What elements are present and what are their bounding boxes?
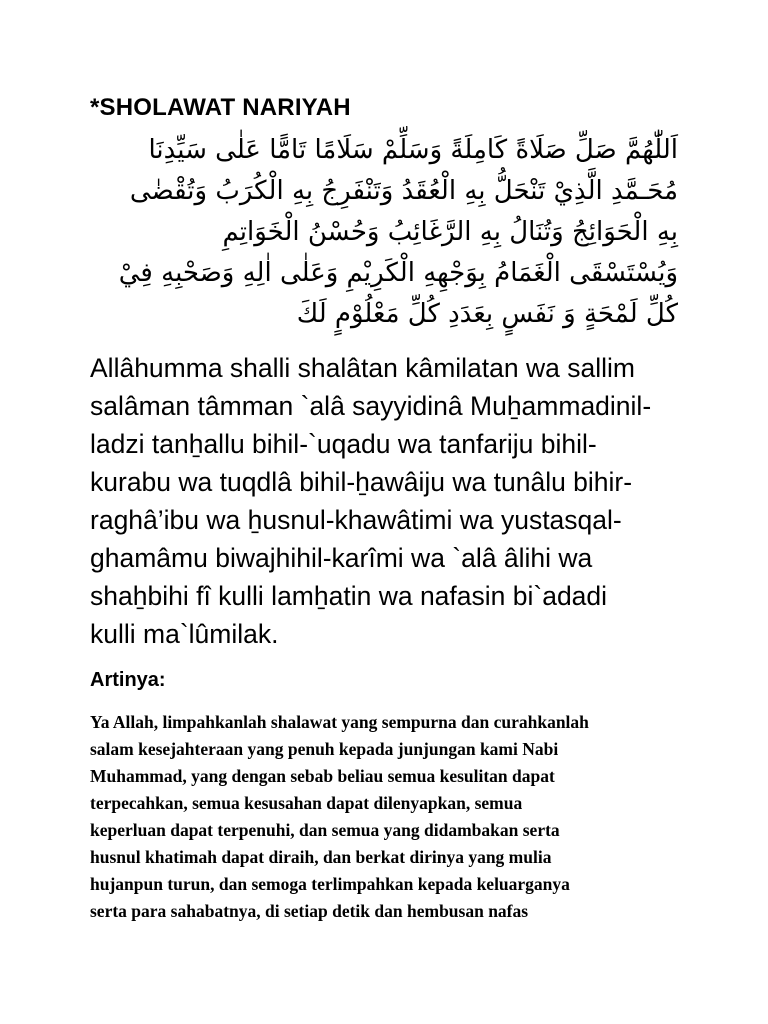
transliteration-line: salâman tâmman `alâ sayyidinâ Muẖammadinil- bbox=[90, 391, 652, 421]
transliteration-line: Allâhumma shalli shalâtan kâmilatan wa sallim bbox=[90, 353, 635, 383]
meaning-line: Ya Allah, limpahkanlah shalawat yang sempurna dan curahkanlah bbox=[90, 712, 589, 732]
arabic-line: وَيُسْتَسْقَى الْغَمَامُ بِوَجْهِهِ الْكَرِيْمِ وَعَلٰى اٰلِهِ وَصَحْبِهِ فِيْ bbox=[118, 258, 678, 288]
meaning-line: hujanpun turun, dan semoga terlimpahkan kepada keluarganya bbox=[90, 874, 570, 894]
transliteration-line: ghamâmu biwajhihil-karîmi wa `alâ âlihi wa bbox=[90, 543, 593, 573]
transliteration-paragraph bbox=[90, 349, 678, 653]
page-title: *SHOLAWAT NARIYAH bbox=[90, 94, 351, 121]
meaning-line: serta para sahabatnya, di setiap detik dan hembusan nafas bbox=[90, 901, 529, 921]
transliteration-line: raghâ’ibu wa ẖusnul-khawâtimi wa yustasqal- bbox=[90, 505, 622, 535]
meaning-heading: Artinya: bbox=[90, 669, 166, 691]
arabic-prayer-text bbox=[90, 130, 678, 335]
arabic-line: اَللّٰهُمَّ صَلِّ صَلَاةً كَامِلَةً وَسَلِّمْ سَلَامًا تَامًّا عَلٰى سَيِّدِنَا bbox=[148, 135, 678, 165]
meaning-line: keperluan dapat terpenuhi, dan semua yang didambakan serta bbox=[90, 820, 560, 840]
meaning-line: husnul khatimah dapat diraih, dan berkat dirinya yang mulia bbox=[90, 847, 552, 867]
arabic-line: كُلِّ لَمْحَةٍ وَ نَفَسٍ بِعَدَدِ كُلِّ مَعْلُوْمٍ لَكَ bbox=[296, 299, 678, 329]
transliteration-line: kulli ma`lûmilak. bbox=[90, 619, 279, 649]
meaning-line: terpecahkan, semua kesusahan dapat dilenyapkan, semua bbox=[90, 793, 523, 813]
transliteration-line: kurabu wa tuqdlâ bihil-ẖawâiju wa tunâlu bihir- bbox=[90, 467, 633, 497]
arabic-line: بِهِ الْحَوَائِجُ وَتُنَالُ بِهِ الرَّغَائِبُ وَحُسْنُ الْخَوَاتِمِ bbox=[222, 217, 678, 247]
meaning-line: salam kesejahteraan yang penuh kepada junjungan kami Nabi bbox=[90, 739, 559, 759]
meaning-paragraph bbox=[90, 709, 678, 925]
meaning-line: Muhammad, yang dengan sebab beliau semua kesulitan dapat bbox=[90, 766, 555, 786]
arabic-line: مُحَـمَّدِ الَّذِيْ تَنْحَلُّ بِهِ الْعُقَدُ وَتَنْفَرِجُ بِهِ الْكُرَبُ وَتُقْضٰى bbox=[129, 176, 678, 206]
transliteration-line: shaẖbihi fî kulli lamẖatin wa nafasin bi`adadi bbox=[90, 581, 608, 611]
transliteration-line: ladzi tanẖallu bihil-`uqadu wa tanfariju bihil- bbox=[90, 429, 597, 459]
